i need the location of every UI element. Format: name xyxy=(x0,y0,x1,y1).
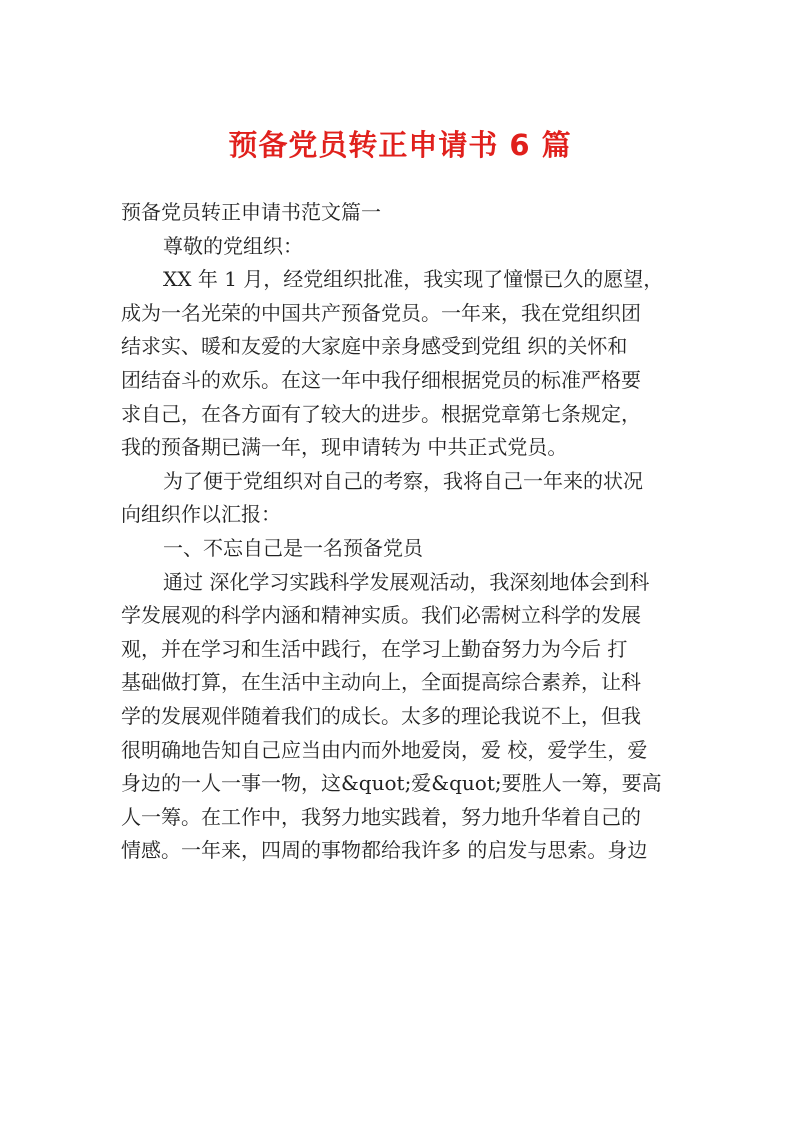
paragraph-line: 人一筹。在工作中，我努力地实践着，努力地升华着自己的 xyxy=(121,804,641,829)
paragraph-line: 学的发展观伴随着我们的成长。太多的理论我说不上，但我 xyxy=(121,703,641,728)
section-heading: 预备党员转正申请书范文篇一 xyxy=(121,200,381,224)
paragraph-line: 向组织作以汇报： xyxy=(121,502,281,527)
paragraph-line: 情感。一年来，四周的事物都给我许多 的启发与思索。身边 xyxy=(121,838,648,863)
document-body xyxy=(121,196,686,868)
paragraph-line: 基础做打算，在生活中主动向上，全面提高综合素养，让科 xyxy=(121,670,641,695)
paragraph-line: 很明确地告知自己应当由内而外地爱岗，爱 校，爱学生，爱 xyxy=(121,737,648,762)
paragraph-line: 观，并在学习和生活中践行，在学习上勤奋努力为今后 打 xyxy=(121,636,628,661)
paragraph-line: 身边的一人一事一物，这&quot;爱&quot;要胜人一筹，要高 xyxy=(121,771,662,796)
paragraph-line: 通过 深化学习实践科学发展观活动，我深刻地体会到科 xyxy=(163,569,650,594)
subsection-heading: 一、不忘自己是一名预备党员 xyxy=(163,535,423,560)
paragraph-line: 求自己，在各方面有了较大的进步。根据党章第七条规定， xyxy=(121,401,641,426)
paragraph-line: 团结奋斗的欢乐。在这一年中我仔细根据党员的标准严格要 xyxy=(121,367,641,392)
paragraph-line: 结求实、暖和友爱的大家庭中亲身感受到党组 织的关怀和 xyxy=(121,334,628,359)
document-title: 预备党员转正申请书 6 篇 xyxy=(228,128,572,162)
paragraph-line: XX 年 1 月，经党组织批准，我实现了憧憬已久的愿望， xyxy=(163,267,664,292)
paragraph-line: 为了便于党组织对自己的考察，我将自己一年来的状况 xyxy=(163,468,643,493)
salutation: 尊敬的党组织： xyxy=(163,233,303,258)
paragraph-line: 我的预备期已满一年，现申请转为 中共正式党员。 xyxy=(121,435,568,460)
paragraph-line: 成为一名光荣的中国共产预备党员。一年来，我在党组织团 xyxy=(121,300,641,325)
paragraph-line: 学发展观的科学内涵和精神实质。我们必需树立科学的发展 xyxy=(121,603,641,628)
